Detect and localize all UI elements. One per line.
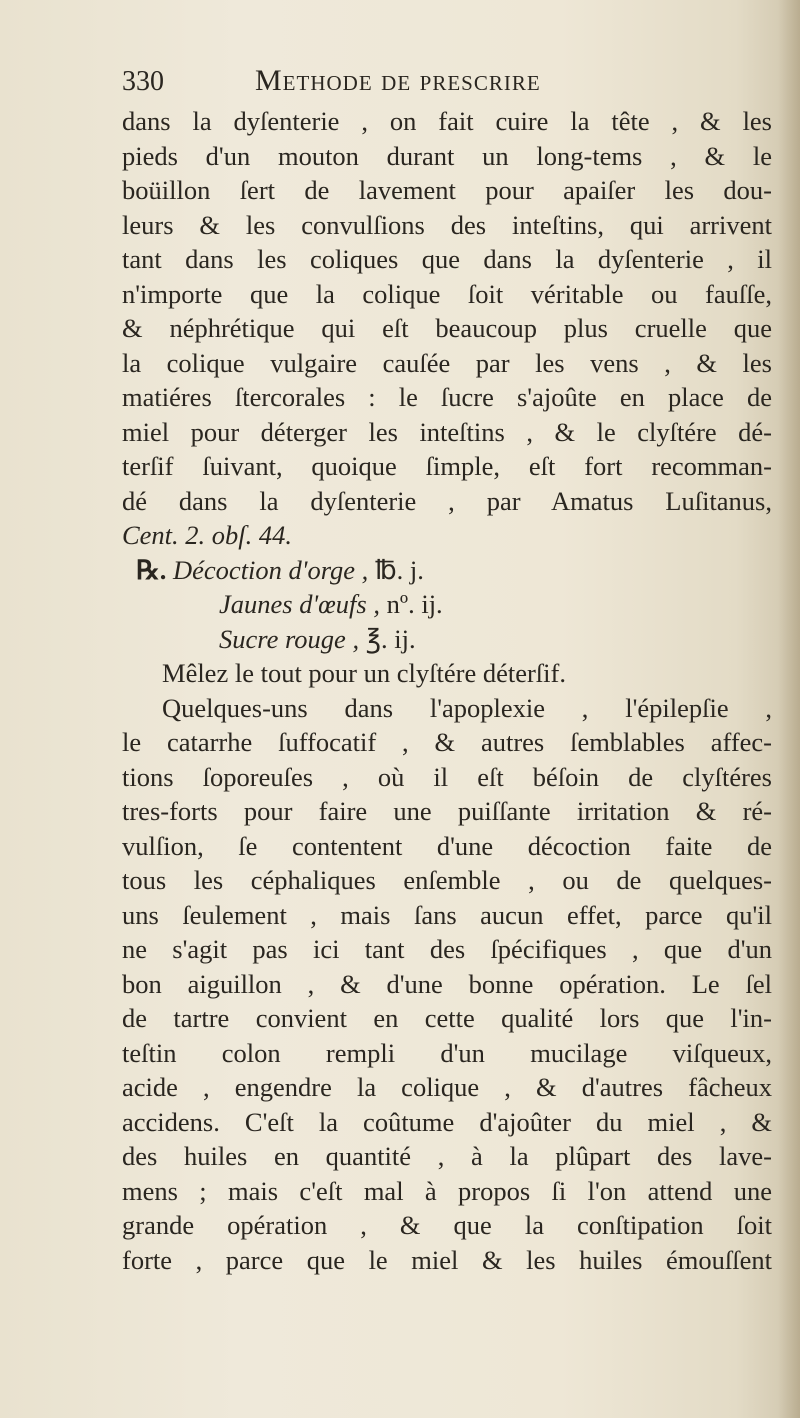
text-line: n'importe que la colique ſoit véritable ou fauſſe, bbox=[122, 278, 772, 309]
text-line: leurs & les convulſions des inteſtins, qui arrivent bbox=[122, 209, 772, 240]
text-line: bon aiguillon , & d'une bonne opération. Le ſel bbox=[122, 968, 772, 999]
text-line: grande opération , & que la conſtipation ſoit bbox=[122, 1210, 772, 1240]
text-line: le catarrhe ſuffocatif , & autres ſemblables affec- bbox=[122, 727, 772, 757]
text-line: terſif ſuivant, quoique ſimple, eſt fort recomman- bbox=[122, 451, 772, 481]
text-line: matiéres ſtercorales : le ſucre s'ajoûte en place de bbox=[122, 382, 772, 412]
recipe-symbol: ℞. bbox=[136, 554, 167, 585]
recipe-item bbox=[122, 553, 772, 588]
page-header bbox=[122, 62, 762, 102]
recipe-ingredient: Jaunes d'œufs , bbox=[219, 589, 380, 619]
text-line: boüillon ſert de lavement pour apaiſer les dou- bbox=[122, 175, 772, 205]
text-line: la colique vulgaire cauſée par les vens , & les bbox=[122, 347, 772, 378]
text-line: pieds d'un mouton durant un long-tems , & le bbox=[122, 140, 772, 171]
recipe-quantity: ℥. ij. bbox=[365, 623, 416, 654]
text-line: vulſion, ſe contentent d'une décoction faite de bbox=[122, 830, 772, 861]
recipe-ingredient: Sucre rouge , bbox=[219, 623, 360, 654]
text-line: tres-forts pour faire une puiſſante irritation & ré- bbox=[122, 796, 772, 826]
recipe-quantity: ℔. j. bbox=[374, 554, 424, 585]
text-line: dé dans la dyſenterie , par Amatus Luſitanus, bbox=[122, 485, 772, 516]
text-line: acide , engendre la colique , & d'autres fâcheux bbox=[122, 1072, 772, 1102]
text-line: & néphrétique qui eſt beaucoup plus cruelle que bbox=[122, 313, 772, 343]
text-line: teſtin colon rempli d'un mucilage viſqueux, bbox=[122, 1037, 772, 1068]
page-number: 330 bbox=[122, 66, 164, 97]
recipe-item bbox=[122, 622, 772, 657]
spine-shadow bbox=[778, 0, 800, 1418]
text-line: miel pour déterger les inteſtins , & le clyſtére dé- bbox=[122, 416, 772, 447]
text-line: dans la dyſenterie , on fait cuire la tête , & les bbox=[122, 106, 772, 136]
citation: Cent. 2. obſ. 44. bbox=[122, 520, 293, 550]
recipe-item bbox=[122, 587, 772, 622]
text-line: forte , parce que le miel & les huiles émouſſent bbox=[122, 1244, 772, 1275]
text-line: uns ſeulement , mais ſans aucun effet, parce qu'il bbox=[122, 899, 772, 930]
text-line: accidens. C'eſt la coûtume d'ajoûter du miel , & bbox=[122, 1106, 772, 1137]
recipe-ingredient: Décoction d'orge , bbox=[173, 554, 369, 585]
text-line: tant dans les coliques que dans la dyſenterie , il bbox=[122, 244, 772, 274]
text-line: tous les céphaliques enſemble , ou de quelques- bbox=[122, 865, 772, 895]
recipe-quantity: nº. ij. bbox=[386, 589, 443, 619]
text-line: tions ſoporeuſes , où il eſt béſoin de clyſtéres bbox=[122, 761, 772, 792]
text-line: des huiles en quantité , à la plûpart des lave- bbox=[122, 1141, 772, 1171]
text-line: Quelques-uns dans l'apoplexie , l'épilepſie , bbox=[162, 692, 772, 723]
text-line: ne s'agit pas ici tant des ſpécifiques , que d'un bbox=[122, 934, 772, 964]
recipe-closing: Mêlez le tout pour un clyſtére déterſif. bbox=[162, 658, 566, 688]
body-text bbox=[122, 104, 772, 1277]
running-title: Methode de prescrire bbox=[255, 64, 541, 97]
text-line: de tartre convient en cette qualité lors que l'in- bbox=[122, 1003, 772, 1033]
text-line: mens ; mais c'eſt mal à propos ſi l'on attend une bbox=[122, 1175, 772, 1206]
